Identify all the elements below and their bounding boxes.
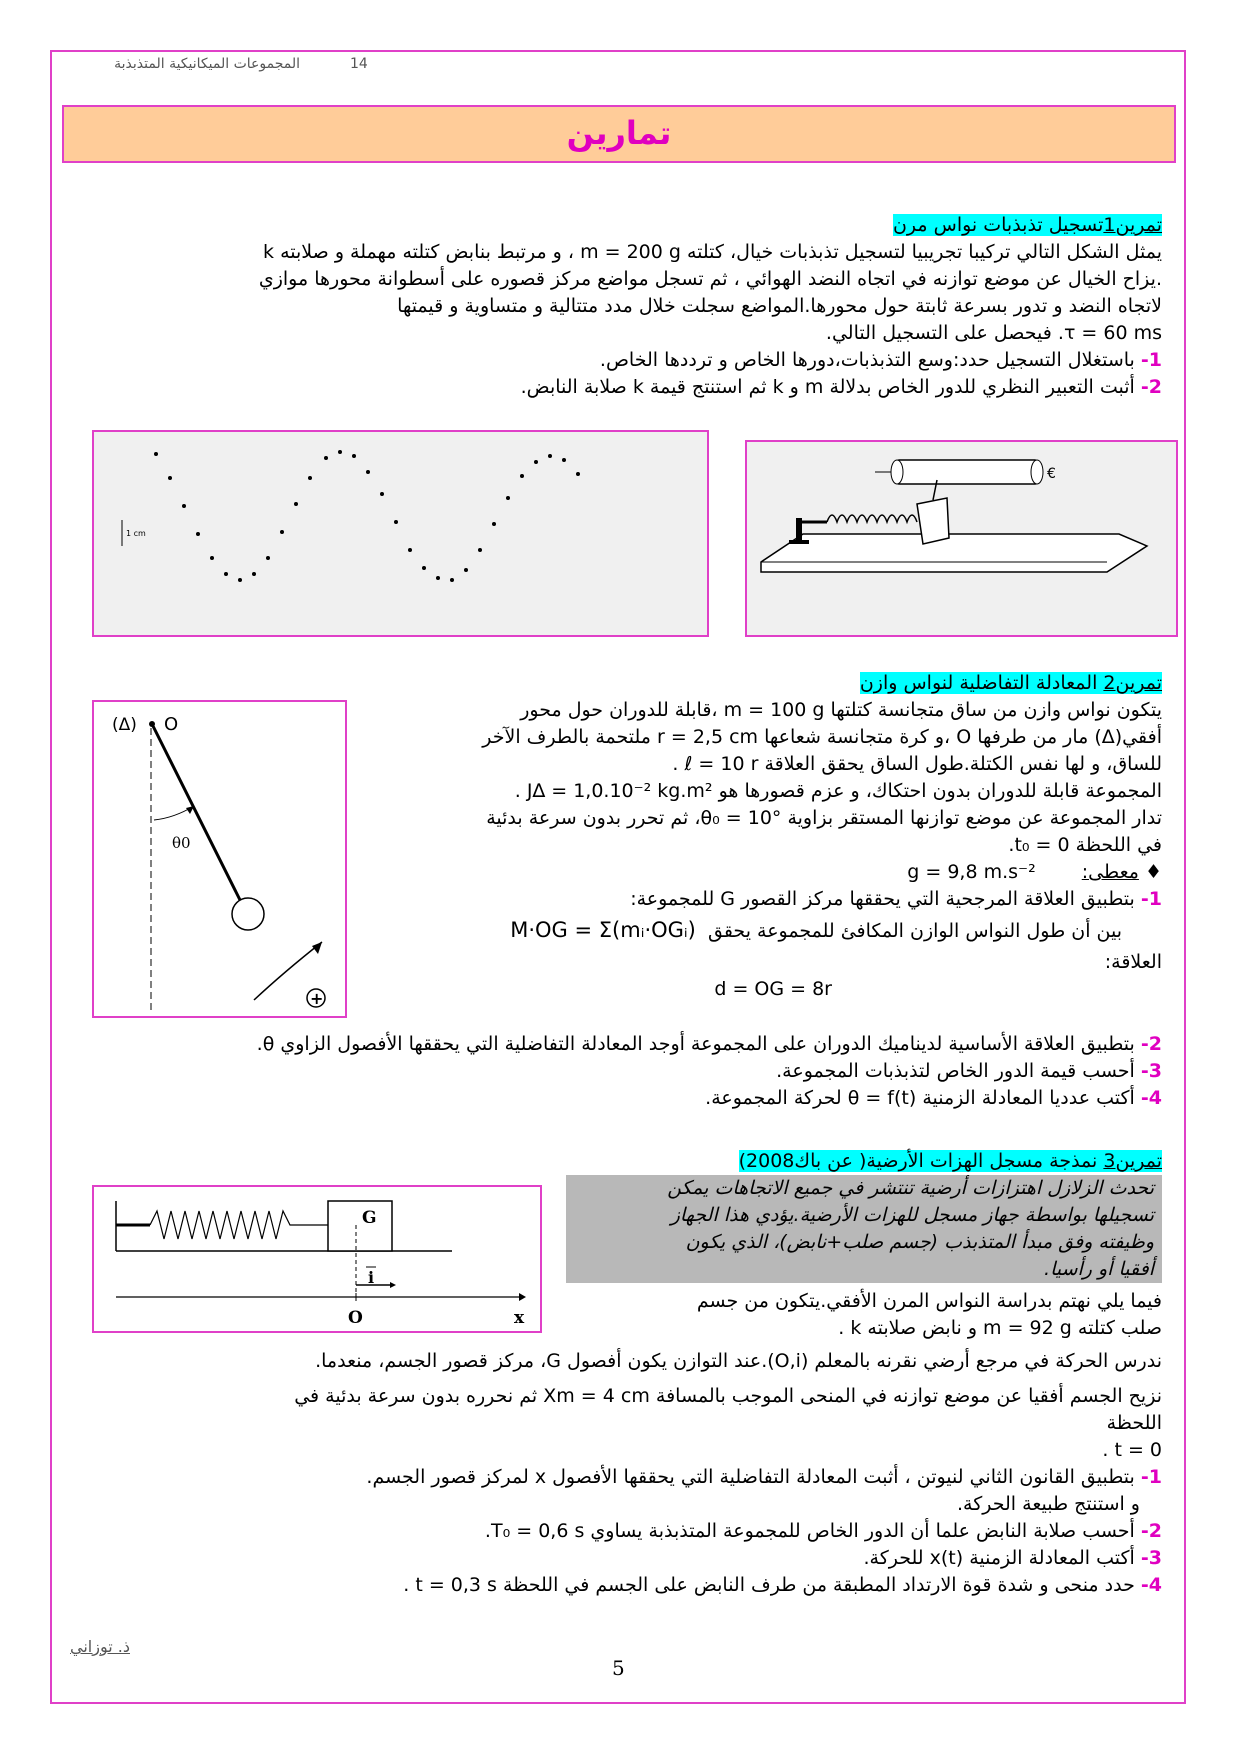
ex2-q2-text: بتطبيق العلاقة الأساسية لديناميك الدوران على المجموعة أوجد المعادلة التفاضلية التي يحققها الأفصول الزاوي θ. [256,1033,1135,1055]
ex3-intro-3: وظيفته وفق مبدأ المتذبذب (جسم صلب+نابض)، الذي يكون [685,1231,1154,1253]
ex2-line-3: للساق، و لها نفس الكتلة.طول الساق يحقق العلاقة ℓ = 10 r . [672,753,1162,775]
ex3-intro-1: تحدث الزلازل اهتزازات أرضية تنتشر في جميع الاتجاهات يمكن [667,1177,1154,1199]
ex2-formula: M·OG = Σ(mᵢ·OGᵢ) [510,918,696,942]
ex1-heading [893,214,1162,236]
x-axis-label: x [514,1308,525,1328]
ex1-title: تسجيل تذبذبات نواس مرن [892,214,1104,236]
ex2-q3-text: أحسب قيمة الدور الخاص لتذبذبات المجموعة. [776,1060,1135,1082]
ex3-question-3 [72,1545,1162,1572]
header-title: المجموعات الميكانيكية المتذبذبة [114,56,300,72]
ex1-num: تمرين1 [1103,214,1162,236]
ex2-num: تمرين2 [1103,672,1162,694]
pivot-label: O [164,714,179,735]
ex1-question-2 [72,374,1162,401]
plus-sign: + [310,989,324,1008]
ex3-line-1: فيما يلي نهتم بدراسة النواس المرن الأفقي.يتكون من جسم [696,1290,1162,1312]
ex3-question-1 [72,1464,1162,1491]
ex2-line-6: في اللحظة t₀ = 0. [1008,834,1162,856]
ex2-q4-num: 4- [1140,1087,1162,1109]
svg-text:€: € [1047,466,1056,482]
ex3-q3-text: أكتب المعادلة الزمنية x(t) للحركة. [863,1547,1135,1569]
ex3-line-5: اللحظة [1106,1412,1162,1434]
ex3-line-2: صلب كتلته m = 92 g و نابض صلابته k . [838,1317,1162,1339]
ex2-q1b: بين أن طول النواس الوازن المكافئ للمجموعة يحقق [707,920,1122,942]
ex1-q1-text: باستغلال التسجيل حدد:وسع التذبذبات،دورها الخاص و ترددها الخاص. [599,349,1135,371]
ex3-line-4: نزيح الجسم أفقيا عن موضع توازنه في المنحى الموجب بالمسافة Xm = 4 cm ثم نحرره بدون سرعة بدئية في [294,1385,1162,1407]
page-number: 5 [612,1656,625,1680]
ex1-text [72,212,1162,401]
scale-label: 1 cm [126,529,146,538]
ex2-question-2 [72,1031,1162,1058]
header-number: 14 [350,56,368,72]
recording-dots [94,432,707,635]
ex2-text [332,670,1162,1003]
exercises-banner: تمارين [62,105,1176,163]
theta-label: θ0 [172,834,191,852]
ex1-q1-num: 1- [1140,349,1162,371]
ex2-line-2: أفقي(Δ) مار من طرفها O ،و كرة متجانسة شعاعها r = 2,5 cm ملتحمة بالطرف الآخر [482,726,1162,748]
ex3-side-lines [566,1288,1162,1342]
recording-points [154,450,580,582]
ex2-line-1: يتكون نواس وازن من ساق متجانسة كتلتها m = 100 g ،قابلة للدوران حول محور [520,699,1162,721]
center-g-label: G [362,1208,377,1228]
spring-drawing [94,1187,540,1331]
spring-figure [92,1185,542,1333]
ex3-intro-4: أفقيا أو رأسيا. [1044,1258,1154,1280]
axis-label: (Δ) [112,715,137,735]
ex3-q4-text: حدد منحى و شدة قوة الارتداد المطبقة من طرف النابض على الجسم في اللحظة t = 0,3 s . [403,1574,1135,1596]
ex2-question-1 [332,886,1162,913]
ex1-line-2: .يزاح الخيال عن موضع توازنه في اتجاه النضد الهوائي ، ثم تسجل مواضع مركز قصوره على أسطوانة محورها موازي [258,268,1162,290]
ex2-heading [860,672,1162,694]
ex2-given-label: معطى: [1081,861,1139,883]
ex3-intro [566,1175,1162,1283]
ex2-title: المعادلة التفاضلية لنواس وازن [859,672,1098,694]
footer-author: ذ. توزاني [70,1637,130,1656]
ex2-q2-num: 2- [1140,1033,1162,1055]
ex1-line-4: τ = 60 ms. فيحصل على التسجيل التالي. [825,322,1162,344]
ex1-q2-text: أثبت التعبير النظري للدور الخاص بدلالة m و k ثم استنتج قيمة k صلابة النابض. [520,376,1135,398]
ex2-question-4 [72,1085,1162,1112]
recording-figure [92,430,709,637]
ex3-question-1b: و استنتج طبيعة الحركة. [957,1493,1140,1515]
ex3-q2-text: أحسب صلابة النابض علما أن الدور الخاص للمجموعة المتذبذبة يساوي T₀ = 0,6 s. [484,1520,1135,1542]
ex2-q1-text: بتطبيق العلاقة المرجحية التي يحققها مركز القصور G للمجموعة: [630,888,1135,910]
ex3-line-3: ندرس الحركة في مرجع أرضي نقرنه بالمعلم (O,i).عند التوازن يكون أفصول G، مركز قصور الجسم، منعدما. [315,1350,1162,1372]
ex3-title: نمذجة مسجل الهزات الأرضية( عن باك2008) [738,1150,1098,1172]
ex2-line-4: المجموعة قابلة للدوران بدون احتكاك، و عزم قصورها هو J∆ = 1,0.10⁻² kg.m² . [514,780,1162,802]
ex2-q1c: العلاقة: [1104,951,1162,973]
ex3-q1-text: بتطبيق القانون الثاني لنيوتن ، أثبت المعادلة التفاضلية التي يحققها الأفصول x لمركز قصور الجسم. [366,1466,1135,1488]
ex3-q2-num: 2- [1140,1520,1162,1542]
ex2-line-5: تدار المجموعة عن موضع توازنها المستقر بزاوية θ₀ = 10°، ثم تحرر بدون سرعة بدئية [486,807,1162,829]
ex2-question-3 [72,1058,1162,1085]
ex3-num: تمرين3 [1103,1150,1162,1172]
ex3-line-6: t = 0 . [1102,1439,1162,1461]
pendulum-figure [92,700,347,1018]
ex1-line-1: يمثل الشكل التالي تركيبا تجريبيا لتسجيل تذبذبات خيال، كتلته m = 200 g ، و مرتبط بنابض كتلته مهملة و صلابته k [263,241,1162,263]
ex1-q2-num: 2- [1140,376,1162,398]
ex3-q1-num: 1- [1140,1466,1162,1488]
ex2-given: ♦ معطى: g = 9,8 m.s⁻² [907,861,1162,883]
unit-vector-label: i [368,1268,375,1287]
origin-label: O [348,1308,363,1328]
ex2-q1-num: 1- [1140,888,1162,910]
ex1-line-3: لاتجاه النضد و تدور بسرعة ثابتة حول محورها.المواضع سجلت خلال مدد متتالية و متساوية و قيمتها [397,295,1162,317]
ex2-q4-text: أكتب عدديا المعادلة الزمنية θ = f(t) لحركة المجموعة. [705,1087,1135,1109]
pendulum-drawing [94,702,345,1016]
ex2-q1-line-2 [332,917,1162,945]
ex1-question-1 [72,347,1162,374]
ex3-heading [739,1150,1162,1172]
ex2-q3-num: 3- [1140,1060,1162,1082]
ex2-given-value: g = 9,8 m.s⁻² [907,861,1036,883]
ex2-q1d: d = OG = 8r [714,978,832,1000]
ex2-questions [72,1031,1162,1112]
ex3-header-block [622,1148,1162,1175]
ex3-body [72,1348,1162,1599]
air-track-figure [745,440,1178,637]
air-track-drawing [747,442,1176,635]
ex3-question-2 [72,1518,1162,1545]
ex3-question-4 [72,1572,1162,1599]
ex3-q3-num: 3- [1140,1547,1162,1569]
ex3-intro-2: تسجيلها بواسطة جهاز مسجل للهزات الأرضية.يؤدي هذا الجهاز [670,1204,1154,1226]
ex3-q4-num: 4- [1140,1574,1162,1596]
